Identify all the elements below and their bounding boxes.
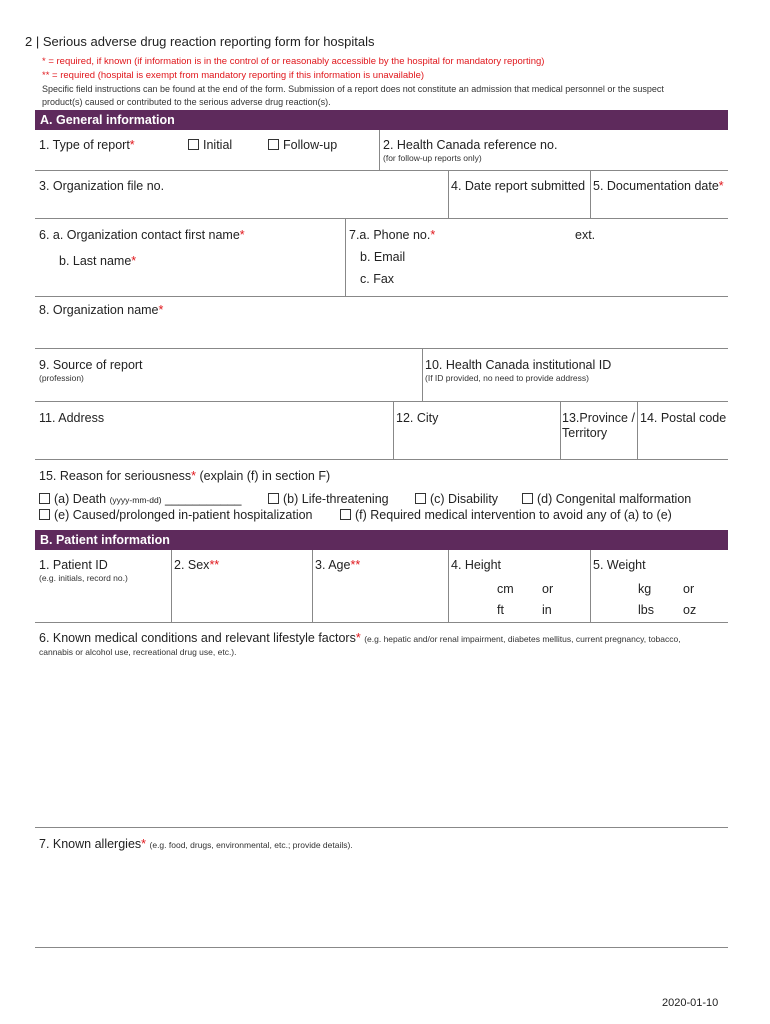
documentation-date-label: 5. Documentation date* [593,179,724,193]
source-of-report-sub: (profession) [39,373,84,383]
date-report-submitted-label: 4. Date report submitted [451,179,586,193]
patient-id-sub: (e.g. initials, record no.) [39,573,128,583]
address-label: 11. Address [39,411,105,425]
page-title: 2 | Serious adverse drug reaction reporting form for hospitals [25,34,375,49]
congenital-malformation-option[interactable]: (d) Congenital malformation [522,492,691,506]
territory-label: Territory [562,426,608,440]
follow-up-checkbox[interactable] [268,139,279,150]
hospitalization-checkbox[interactable] [39,509,50,520]
ft-unit: ft [497,603,504,617]
medical-intervention-option[interactable]: (f) Required medical intervention to avoid any of (a) to (e) [340,508,672,522]
health-canada-reference-label: 2. Health Canada reference no. [383,138,558,152]
contact-first-name-label: 6. a. Organization contact first name* [39,228,245,242]
congenital-malformation-checkbox[interactable] [522,493,533,504]
required-note: * = required, if known (if information is in the control of or reasonably accessible by the hospital for mandatory reporting) [42,56,545,67]
health-canada-reference-sub: (for follow-up reports only) [383,153,482,163]
cm-unit: cm [497,582,514,596]
form-version-date: 2020-01-10 [662,997,719,1009]
age-label: 3. Age** [315,558,361,572]
sex-label: 2. Sex** [174,558,220,572]
life-threatening-checkbox[interactable] [268,493,279,504]
follow-up-option[interactable]: Follow-up [268,138,337,152]
disability-option[interactable]: (c) Disability [415,492,498,506]
source-of-report-label: 9. Source of report [39,358,143,372]
weight-or: or [683,582,695,596]
in-unit: in [542,603,552,617]
section-a-header: A. General information [35,110,728,130]
extension-label: ext. [575,228,596,242]
life-threatening-option[interactable]: (b) Life-threatening [268,492,389,506]
city-label: 12. City [396,411,439,425]
organization-name-label: 8. Organization name* [39,303,164,317]
initial-option[interactable]: Initial [188,138,232,152]
oz-unit: oz [683,603,697,617]
medical-conditions-label: 6. Known medical conditions and relevant lifestyle factors* (e.g. hepatic and/or renal impairment, diabetes mellitus, current pregnancy, tobacco, [39,631,681,645]
disability-checkbox[interactable] [415,493,426,504]
medical-intervention-checkbox[interactable] [340,509,351,520]
instructions-note-2: product(s) caused or contributed to the serious adverse drug reaction(s). [42,97,331,107]
phone-label: 7.a. Phone no.* [349,228,436,242]
medical-conditions-sub: cannabis or alcohol use, recreational drug use, etc.). [39,647,237,657]
contact-last-name-label: b. Last name* [59,254,137,268]
instructions-note: Specific field instructions can be found at the end of the form. Submission of a report does not constitute an admission that medical personnel or the suspect [42,84,664,94]
institutional-id-label: 10. Health Canada institutional ID [425,358,612,372]
allergies-label: 7. Known allergies* (e.g. food, drugs, environmental, etc.; provide details). [39,837,353,851]
type-of-report-label: 1. Type of report* [39,138,135,152]
death-option[interactable]: (a) Death (yyyy-mm-dd) ___________ [39,492,242,506]
required-note-2: ** = required (hospital is exempt from mandatory reporting if this information is unavailable) [42,70,425,81]
kg-unit: kg [638,582,652,596]
death-checkbox[interactable] [39,493,50,504]
organization-file-label: 3. Organization file no. [39,179,165,193]
height-label: 4. Height [451,558,502,572]
height-or: or [542,582,554,596]
reason-for-seriousness-label: 15. Reason for seriousness* (explain (f) in section F) [39,469,331,483]
lbs-unit: lbs [638,603,654,617]
email-label: b. Email [360,250,406,264]
weight-label: 5. Weight [593,558,646,572]
patient-id-label: 1. Patient ID [39,558,108,572]
hospitalization-option[interactable]: (e) Caused/prolonged in-patient hospitalization [39,508,313,522]
institutional-id-sub: (If ID provided, no need to provide address) [425,373,589,383]
section-b-header: B. Patient information [35,530,728,550]
fax-label: c. Fax [360,272,395,286]
postal-code-label: 14. Postal code [640,411,727,425]
initial-checkbox[interactable] [188,139,199,150]
province-label: 13.Province / [562,411,635,425]
